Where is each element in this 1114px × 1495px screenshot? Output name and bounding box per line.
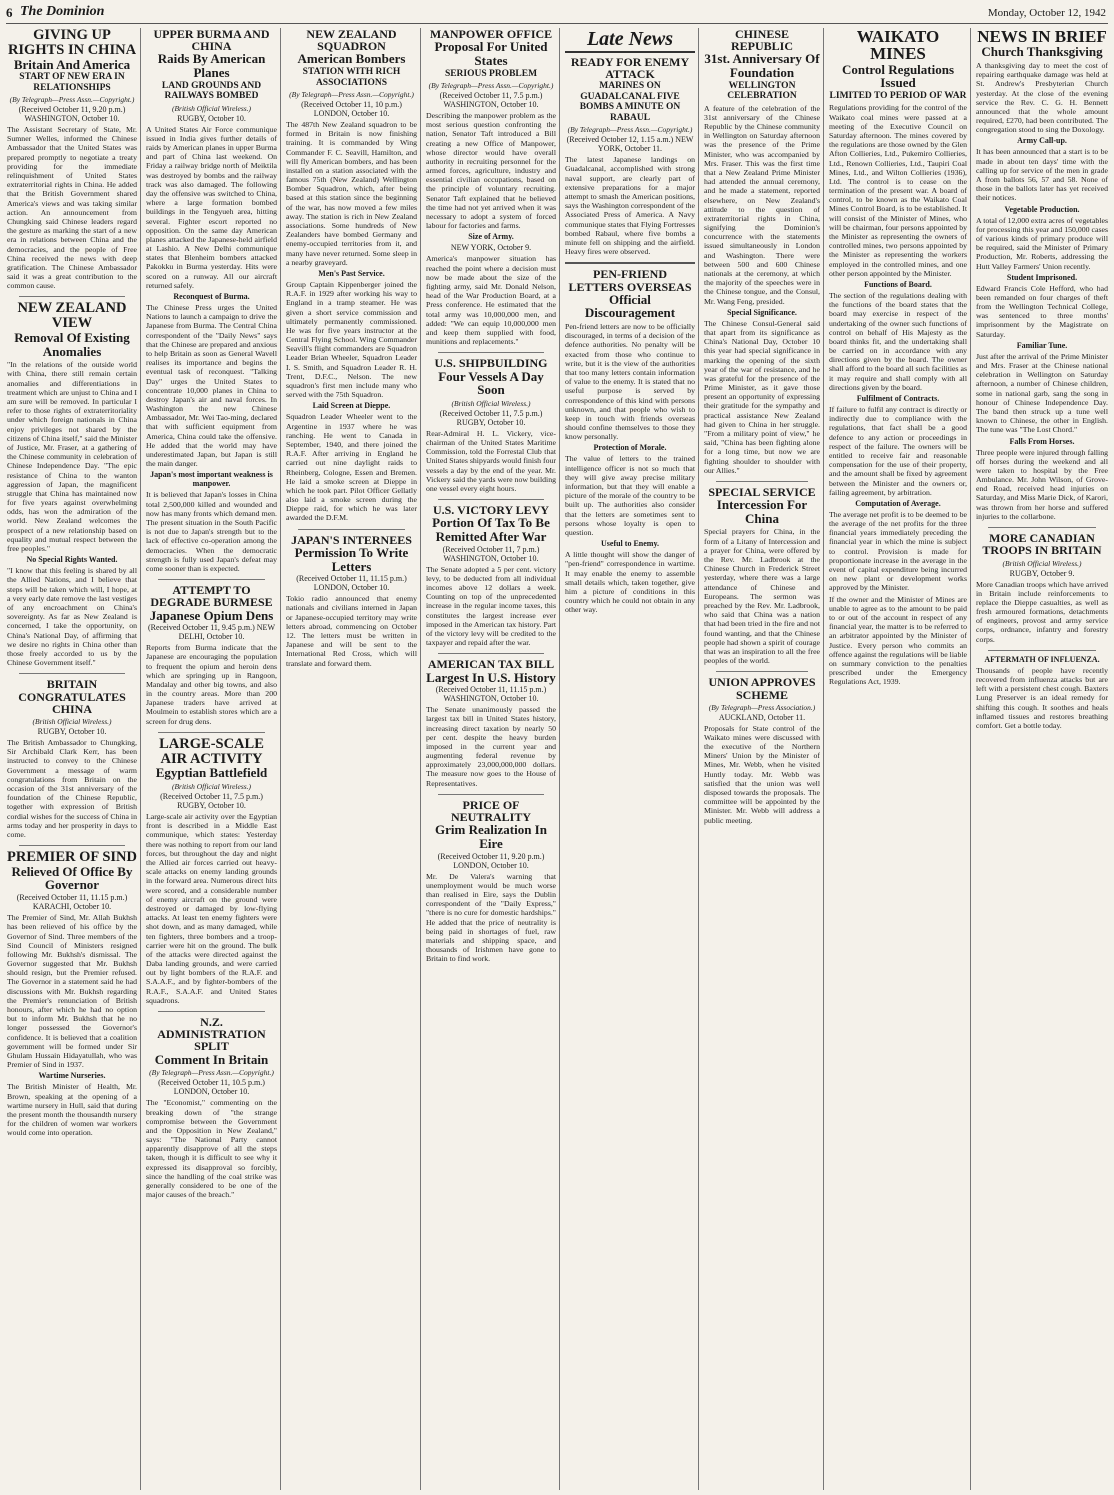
article-upper-burma [146,28,277,573]
subheadline: 31st. Anniversary Of Foundation [704,51,820,81]
article-body: The Chinese Press urges the United Nations to launch a campaign to drive the Japanese from Burma. The Central China correspondent of the "Daily News" says that the Chinese are prepared and anxious to help Britain as soon as General Wavell realises its importance and begins the eventual task of reconquest. "Talking Day" urges the United States to concentrate 10,000 planes in China to destroy Japan's air and naval forces. In Washington the new Chinese Ambassador, Mr. Wei Tao-ming, declared that with sufficient equipment from America, China could take the offensive. He added that the world may have underestimated Japan, but Japan is still the main danger. [146,303,277,469]
section-subhead: Computation of Average. [855,498,941,508]
brief-item: It has been announced that a start is to be made in about ten days' time with the calling up for service of the men in grade A from ballots 56, 57 and 58. None of those in the ballots later has yet received their notices. [976,147,1108,203]
headline: U.S. VICTORY LEVY [432,503,550,518]
headline: AMERICAN TAX BILL [427,657,555,672]
subheadline: Official Discouragement [584,291,676,321]
dateline: (Received October 11, 7.5 p.m.) WASHINGTON, October 10. [439,90,543,109]
article-pen-friend-letters [565,268,695,614]
headline: NEW ZEALAND VIEW [17,300,127,332]
section-subhead: Functions of Board. [864,279,932,289]
credit-line: (British Official Wireless.) [32,717,112,726]
subheadline: Japanese Opium Dens [149,607,274,623]
column-rule [970,28,971,1490]
headline: NEWS IN BRIEF [977,28,1107,46]
headline: PRICE OF NEUTRALITY [450,797,531,825]
subheadline: Permission To Write Letters [294,544,409,574]
article-body: The latest Japanese landings on Guadalcanal, accomplished with strong naval support, are clearly part of extensive preparations for a major attempt to smash the American positions, says the Washington correspondent of the Associated Press of America. A Navy communique states that Flying Fortresses bombed Rabaul, where five bombs a minute fell on shipping and the airfield. Heavy fires were observed. [565,155,695,257]
article-body: Tokio radio announced that enemy nationals and civilians interned in Japan or Japanese-occupied territory may write letters abroad, commencing on October 12. The letters must be written in Japanese and will be sent to the International Red Cross, which will translate and forward them. [286,594,417,668]
dateline: RUGBY, October 10. [177,113,246,123]
headline: U.S. SHIPBUILDING [434,356,548,371]
headline: GIVING UP RIGHTS IN CHINA [7,28,137,58]
section-subhead: Special Significance. [727,307,797,317]
headline: SPECIAL SERVICE [708,484,816,499]
brief-item: Edward Francis Cole Hefford, who had been remanded on four charges of theft from the Wellington Technical College, was sentenced to three months' imprisonment by the Magistrate on Saturday. [976,283,1108,339]
subheadline: Intercession For China [716,497,808,526]
article-body: Regulations providing for the control of the Waikato coal mines were passed at a meeting of the Executive Council on Saturday afternoon. The mines covered by the regulations are those owned by the Glen Afton Collieries, Ltd., Pukemiro Collieries, Ltd., Renown Collieries, Ltd., Taupiri Coal Mines, Ltd., and Wilton Collieries (1936), Ltd. The control is to cease on the termination of the present war. A board of control, to be known as the Waikato Coal Mines Control Board, is to be established. It will consist of the Minister of Mines, who will be chairman, four persons appointed by the Minister as representing the owners of controlled mines, two persons appointed by the Minister as representing the workers employed in the controlled mines, and one other person appointed by the Minister. [829,103,967,278]
article-body: A feature of the celebration of the 31st anniversary of the Chinese Republic by the Chinese community in Wellington on Saturday afternoon was the presence of the Prime Minister, who was accompanied by Mrs. Fraser. This was the first time that a New Zealand Prime Minister had attended the annual ceremony, and he made a statement, reported elsewhere, on New Zealand's attitude to the question of extraterritorial rights in China, signifying the Dominion's concurrence with the statements issued simultaneously in London and Washington. There were between 500 and 600 Chinese nationals at the ceremony, at which the majority of the speeches were in the Chinese tongue, and the Consul, Mr. Wang Feng, presided. [704,103,820,306]
brief-item: Three people were injured through falling off horses during the weekend and all were taken to hospital by the Free Ambulance. Mr. John Wilson, of Grove-end Road, received head injuries on Saturday, and Miss Marie Dick, of Karori, was thrown from her horse and suffered injuries to the collarbone. [976,447,1108,521]
article-canadian-troops [976,532,1108,644]
headline: WAIKATO MINES [856,28,940,64]
dateline: (Received October 11, 7 p.m.) WASHINGTON, October 10. [442,544,540,563]
section-subhead: Familiar Tune. [1016,340,1068,350]
article-body: Pen-friend letters are now to be officially discouraged, in terms of a decision of the defence authorities. No penalty will be exacted from those who continue to write, but it is the view of the authorities that too many letters contain information of value to the enemy. It is stated that no useful purpose is served by correspondence of this kind with persons unknown, and that people who wish to keep in touch with friends overseas should confine themselves to those they know personally. [565,322,695,442]
article-body: Special prayers for China, in the form of a Litany of Intercession and a prayer for China, were offered by the Rev. Mr. Ladbrook at the Chinese Church in Frederick Street yesterday, where there was a large attendance of Chinese and Europeans. The sermon was preached by the Rev. Mr. Ladbrook, who said that China was a nation that had been tried in the fire and not found wanting, and that the Chinese people had shown a spirit of courage that was an inspiration to all the free peoples of the world. [704,527,820,666]
headline: LARGE-SCALE AIR ACTIVITY [159,735,264,767]
subheadline: Proposal For United States [434,39,548,68]
deck: STATION WITH RICH ASSOCIATIONS [302,67,401,88]
subheadline: Britain And America [13,56,131,72]
section-subhead: Falls From Horses. [1009,436,1075,446]
dateline: (Received October 11, 11.15 p.m.) WASHINGTON, October 10. [435,685,547,704]
deck: LAND GROUNDS AND RAILWAYS BOMBED [161,80,262,102]
deck: LIMITED TO PERIOD OF WAR [829,90,967,101]
advertisement-influenza [976,655,1108,730]
article-britain-congratulates [7,678,137,839]
column-4 [423,28,559,1490]
article-body: Describing the manpower problem as the most serious question confronting the nation, Senator Taft introduced a Bill creating a new Office of Manpower, whose director would have overall authority in recruiting personnel for the armed forces, agriculture, industry and essential civilian occupations, based on the principle of voluntary recruiting. Senator Taft explained that he believed the time had not yet arrived when it was necessary to adopt a system of forced labour for factories and farms. [426,110,556,231]
subheadline: Relieved Of Office By Governor [11,863,133,893]
article-body: The "Economist," commenting on the breaking down of "the strange compromise between the Government and the Opposition in New Zealand," says: "The National Party cannot apparently disapprove of all the steps taken, though it is difficult to see why it expressed its disapproval so forcibly, since the handling of the coal strike was generally considered to be one of the major causes of the breach." [146,1098,277,1200]
subheadline: American Bombers [297,51,406,67]
article-new-zealand-view [7,301,137,667]
dateline: (Received October 11, 9.20 p.m.) LONDON, October 10. [437,851,545,870]
article-ready-for-enemy [565,56,695,256]
article-body: Squadron Leader Wheeler went to the Argentine in 1937 where he was ranching. He went to Canada in September, 1940, and there joined the R.A.F. After arriving in England he carried out nine daylight raids to Rheinberg, Cologne, Essen and Bremen. He laid a smoke screen at Dieppe in which he took part. Pilot Officer Gellatly also laid a smoke screen during the Dieppe raid, for which he was later awarded the D.F.M. [286,412,417,523]
column-5 [562,28,698,1490]
article-price-of-neutrality [426,799,556,964]
subheadline: Raids By American Planes [157,51,266,81]
masthead [6,4,1108,24]
subheadline: Church Thanksgiving [981,44,1103,60]
section-subhead: Reconquest of Burma. [173,292,250,301]
section-subhead: Army Call-up. [1017,136,1067,146]
article-body: The British Minister of Health, Mr. Brown, speaking at the opening of a wartime nursery in Hull, said that during the present month the thousandth nursery for the children of women war workers would come into operation. [7,1082,137,1138]
article-body: If the owner and the Minister of Mines are unable to agree as to the amount to be paid to or out of the account in respect of any financial year, the matter is to be referred to an arbitrator appointed by the Minister of Justice. Every person who commits an offence against the regulations will be liable on summary conviction to the penalties prescribed under the Emergency Regulations Act, 1939. [829,594,967,687]
article-body: The average net profit is to be deemed to be the average of the net profits for the three financial years immediately preceding the financial year in which the mine is subject to control. Provision is made for proportionate increase in the average in the event of capital expenditure being incurred on new plant or development works approved by the Minister. [829,509,967,593]
section-subhead: Japan's most important weakness is manpower. [150,470,273,489]
dateline: NEW YORK, October 9. [450,243,532,253]
article-body: Proposals for State control of the Waikato mines were discussed with the executive of the Northern Miners' Union by the Minister of Mines, Mr. Webb, when he visited Huntly today. Mr. Webb was satisfied that the union was well disposed towards the proposals. The committee will be appointed by the Minister. Mr. Webb will address a public meeting. [704,723,820,825]
subheadline: Grim Realization In Eire [435,822,547,851]
credit-line: (British Official Wireless.) [451,398,531,408]
column-8 [973,28,1111,1490]
article-body: Group Captain Kippenberger joined the R.A.F. in 1929 after working his way to England in a tramp steamer. He was given a short service commission and ultimately permanently commissioned. He was for five years instructor at the Central Flying School. Wing Commander Seavill's flight commanders are Squadron Leader Brian Wheeler, Squadron Leader I. S. Smith, and Squadron Leader R. H. Trent, D.F.C., Nelson. The new squadron's first men include many who served with the 75th Squadron. [286,279,417,400]
paper-name: The Dominion [20,4,105,19]
article-union-approves [704,676,820,825]
dateline: (Received October 11, 7.5 p.m.) RUGBY, October 10. [160,792,263,811]
issue-date: Monday, October 12, 1942 [987,7,1106,19]
section-subhead: Vegetable Production. [1004,204,1080,214]
news-in-brief [976,28,1108,521]
article-body: The Chinese Consul-General said that apart from its significance as China's National Day, October 10 this year had special significance in marking the opening of the sixth year of the war of resistance, and he was grateful for the presence of the Prime Minister, as it gave those present an opportunity of expressing their gratitude for the sympathy and practical assistance New Zealand had given to China in her struggle. "From a military point of view," he said, "China has been fighting alone for a long time, but now we are fighting shoulder to shoulder with our Allies." [704,318,820,475]
article-body: More Canadian troops which have arrived in Britain include reinforcements to replace the Dieppe casualties, as well as fresh armoured formations, detachments of engineers, provost and army service corps, ordnance, infantry and forestry corps. [976,579,1108,644]
subheadline: Egyptian Battlefield [155,765,268,781]
article-body: If failure to fulfil any contract is directly or indirectly due to compliance with the regulations, that fact shall be a good defence to any action or proceedings in respect of the failure. The owners will be entitled to receive fair and reasonable compensation for the use of their property, and the amount shall be fixed by agreement between the Minister and the owners or, failing agreement, by arbitration. [829,405,967,497]
dateline: (Received October 11, 10.5 p.m.) LONDON, October 10. [158,1078,265,1097]
article-body: Mr. De Valera's warning that unemployment would be much worse than realised in Eire, says the Dublin correspondent of the "Daily Express," "there is no cure for domestic hardships." He added that the price of neutrality is being paid in shortages of fuel, raw materials and shipping space, and thousands of Irishmen have gone to Britain to find work. [426,871,556,964]
deck: SERIOUS PROBLEM [444,68,538,79]
column-3 [283,28,420,1490]
article-body: Rear-Admiral H. L. Vickery, vice-chairman of the United States Maritime Commission, told the Forrestal Club that United States shipyards would finish four vessels a day by the end of the year. Mr. Vickery said the yards were now building one vessel every eight hours. [426,428,556,493]
column-7 [826,28,970,1490]
column-rule [559,28,560,1490]
headline: ATTEMPT TO DEGRADE BURMESE [150,583,273,610]
article-body: The Senate adopted a 5 per cent. victory levy, to be deducted from all individual incomes above 12 dollars a week. Counting on top of the unprecedented increase in the regular income taxes, this constitutes the largest increase ever imposed in the American tax history. Part of the victory levy will be credited to the taxpayer and repaid after the war. [426,564,556,648]
headline: PREMIER OF SIND [7,849,137,866]
column-rule [698,28,699,1490]
article-japans-internees [286,534,417,668]
headline: BRITAIN CONGRATULATES CHINA [18,677,126,716]
deck: WELLINGTON CELEBRATION [727,80,797,102]
article-special-service [704,486,820,665]
article-air-activity [146,737,277,1005]
subheadline: Portion Of Tax To Be Remitted After War [432,515,550,544]
subheadline: Control Regulations Issued [841,61,955,91]
article-chinese-republic [704,28,820,475]
credit-line: (By Telegraph—Press Assn.—Copyright.) [289,89,414,99]
column-rule [140,28,141,1490]
credit-line: (British Official Wireless.) [171,103,252,113]
column-rule [280,28,281,1490]
dateline: (Received October 11, 11.15 p.m.) LONDON, October 10. [296,574,407,593]
dateline: (Received October 11, 11.15 p.m.) KARACHI, October 10. [16,893,128,912]
headline: READY FOR ENEMY ATTACK [570,55,690,82]
column-rule [823,28,824,1490]
credit-line: (By Telegraph—Press Association.) [708,702,816,712]
column-1 [4,28,140,1490]
column-6 [701,28,823,1490]
brief-item: A total of 12,000 extra acres of vegetables for processing this year and 150,000 cases of various kinds of primary produce will be required, said the Minister of Primary Production, Mr. Roberts, addressing the Hutt Valley Farmers' Union recently. [976,215,1108,271]
headline: UNION APPROVES SCHEME [708,675,816,702]
article-body: The 487th New Zealand squadron to be formed in Britain is now finishing training. It is commanded by Wing Commander F. C. Seavill, Hamilton, and will fly American bombers, and has been installed on a station associated with the famous 75th (New Zealand) Wellington Bomber Squadron, which, after being based at this station since the beginning of the war, has now moved a few miles away. The station is rich in New Zealand associations. Some hundreds of New Zealanders have bombed Germany and enemy-occupied territories from it, and many have never returned. Some sleep in a nearby graveyard. [286,119,417,267]
credit-line: (By Telegraph—Press Assn.—Copyright.) [567,125,693,135]
subheadline: Largest In U.S. History [426,669,556,685]
headline: JAPAN'S INTERNEES [291,532,412,547]
section-subhead: Student Imprisoned. [1006,272,1078,282]
headline: MANPOWER OFFICE [429,28,553,41]
section-subhead: Fulfilment of Contracts. [856,394,940,403]
article-body: "I know that this feeling is shared by all the Allied Nations, and I believe that steps will be taken which will, I hope, at a very early date remove the last vestiges of any encroachment on China's sovereignty. As far as New Zealand is concerned, I take the opportunity, on China's National Day, of affirming that we desire no rights in China other than those freely accorded to us by the Chinese Government itself." [7,566,137,668]
article-body: The Assistant Secretary of State, Mr. Sumner Welles, informed the Chinese Ambassador that the United States was prepared promptly to negotiate a treaty providing for the immediate relinquishment of United States extraterritorial rights in China. He added that the British Government shared America's views and was taking similar action. An announcement from Chungking said Chinese leaders regard the gesture as marking the start of a new era in relations between China and the democracies, and the people of Free China received the news with deep gratification. The Chinese Ambassador said it was a great contribution to the common cause. [7,125,137,291]
article-giving-up-rights [7,28,137,290]
dateline: (Received October 12, 1.15 a.m.) NEW YORK, October 11. [566,135,694,154]
article-body: A little thought will show the danger of "pen-friend" correspondence in wartime. It may enable the enemy to assemble small details which, taken together, give him a picture of conditions in this country which he could not obtain in any other way. [565,550,695,615]
subheadline: Four Vessels A Day Soon [438,368,544,398]
article-premier-of-sind [7,850,137,1137]
credit-line: (British Official Wireless.) [1002,558,1082,568]
page-number: 6 [6,5,13,20]
brief-item: Just after the arrival of the Prime Minister and Mrs. Fraser at the Chinese national celebration in Wellington on Saturday afternoon, a number of Chinese children, some in national garb, sang the song in honour of Chinese Independence Day. The band then struck up a tune well known to Chinese, the other in English. The tune was "The Lost Chord." [976,351,1108,435]
section-subhead: Men's Past Service. [318,268,385,278]
column-2 [143,28,280,1490]
article-manpower-office [426,28,556,346]
article-body: It is believed that Japan's losses in China total 2,500,000 killed and wounded and now has many fronts which demand men. The present situation in the South Pacific is not due to Japan's strength but to the lack of effective co-operation among the democracies. When the democratic strength is fully used Japan's defeat may come sooner than is expected. [146,490,277,573]
article-body: Large-scale air activity over the Egyptian front is described in a Middle East communique, which states: Yesterday there was nothing to report from our land forces, but throughout the day and night the Allied air forces carried out heavy-scale attacks on enemy landing grounds in the forward area. Numerous direct hits were scored, and a considerable number of enemy aircraft on the ground were destroyed or damaged by low-flying attacks. At least ten enemy fighters were shot down, and as many damaged, while ten fighters, three bombers and a troop-carrier were hit on the ground. The bulk of the attacks were directed against the Daba landing grounds, and were carried out by light bombers of the R.A.F. and S.A.A.F., and by fighter-bombers of the R.A.F., S.A.A.F. and United States squadrons. [146,812,277,1005]
section-subhead: No Special Rights Wanted. [26,555,118,565]
section-subhead: Protection of Morale. [593,443,667,453]
column-rule [420,28,421,1490]
headline: NEW ZEALAND SQUADRON [306,28,397,54]
article-body: A United States Air Force communique issued in India gives further details of raids by American planes in upper Burma and part of China last weekend. On Friday a railway bridge north of Meiktila was destroyed by bombs and the railway track was also damaged. The following day the offensive was switched to China, where a large formation bombed buildings in the Tengyueh area, hitting several. Fighter escort reported no opposition. On the same day American planes attacked the Japanese-held airfield at Lashio. A New Delhi communique states that Blenheim bombers attacked Pakokku in Burma yesterday. Hits were scored on a runway. All our aircraft returned safely. [146,124,277,290]
section-subhead: Wartime Nurseries. [38,1071,106,1081]
article-body: The British Ambassador to Chungking, Sir Archibald Clark Kerr, has been instructed to convey to the Chinese Government a message of warm congratulations from Britain on the occasion of the 31st anniversary of the foundation of the Chinese Republic, together with expression of British cordial wishes for the success of China in arms today and her prosperity in days to come. [7,738,137,839]
article-us-shipbuilding [426,357,556,493]
headline: UPPER BURMA AND CHINA [153,28,270,54]
article-victory-levy [426,504,556,647]
credit-line: (By Telegraph—Press Assn.—Copyright.) [428,80,554,90]
article-degrade-burmese [146,584,277,726]
article-waikato-mines [829,28,967,686]
subheadline: Comment In Britain [154,1051,269,1067]
article-nz-administration [146,1016,277,1199]
section-subhead: Size of Army. [468,232,514,242]
dateline: AUCKLAND, October 11. [718,712,806,722]
late-news-label: Late News [565,28,695,53]
headline: N.Z. ADMINISTRATION SPLIT [157,1015,266,1054]
dateline: (Received October 11, 10 p.m.) LONDON, October 10. [301,99,402,118]
credit-line: (By Telegraph—Press Assn.—Copyright.) [9,95,135,105]
article-body: "In the relations of the outside world with China, there still remain certain anomalies and differentiations in treatment which are unjust to China and I am sure will be removed. In particular I refer to those rights of extraterritoriality under which foreign nationals in China enjoy privileges not shared by the citizens of China itself," said the Minister of Justice, Mr. Fraser, at a gathering of the Chinese community in celebration of Chinese Independence Day. "The epic resistance of China to the wanton aggression of Japan, the magnificent struggle that China has maintained now for five years against overwhelming odds, has won the admiration of the world. New Zealand welcomes the prospect of a new relationship based on equality and mutual respect between the free peoples." [7,360,137,554]
dateline: (Received October 11, 9.20 p.m.) WASHINGTON, October 10. [18,105,126,124]
subheadline: Removal Of Existing Anomalies [14,330,130,359]
article-american-tax-bill [426,658,556,788]
dateline: (Received October 11, 9.45 p.m.) NEW DELHI, October 10. [148,623,275,642]
section-subhead: Useful to Enemy. [601,539,659,549]
deck: MARINES ON GUADALCANAL FIVE BOMBS A MINUTE ON RABAUL [579,81,681,123]
article-body: The Senate unanimously passed the largest tax bill in United States history, increasing direct taxation by nearly 50 per cent. despite the heavy burden imposed in the current year and augmenting federal revenue by approximately 23,000,000,000 dollars. The measure now goes to the House of Representatives. [426,705,556,788]
dateline: (Received October 11, 7.5 p.m.) RUGBY, October 10. [439,408,543,427]
article-body: America's manpower situation has reached the point where a decision must now be made about the size of the fighting army, said Mr. Donald Nelson, head of the War Production Board, at a Press conference. He estimated that the total army was 10,000,000 men, and added: "We can equip 10,000,000 men and keep them supplied with food, munitions and replacements." [426,254,556,347]
article-body: Thousands of people have recently recovered from influenza attacks but are left with a persistent chest cough. Baxters Lung Preserver is an ideal remedy for shifting this cough. It soothes and heals inflamed tissues and restores breathing comfort. Get a bottle today. [976,665,1108,730]
headline: MORE CANADIAN TROOPS IN BRITAIN [982,531,1102,558]
headline: CHINESE REPUBLIC [730,28,793,54]
dateline: RUGBY, October 9. [1009,568,1075,578]
dateline: RUGBY, October 10. [37,727,107,736]
article-nz-squadron [286,28,417,523]
article-body: The value of letters to the trained intelligence officer is not so much that they will give away precise military information, but that they will enable a picture of the morale of the country to be built up. The authorities also consider that the letters are sometimes sent to persons whose loyalty is open to question. [565,454,695,537]
section-subhead: AFTERMATH OF INFLUENZA. [984,654,1100,664]
deck: START OF NEW ERA IN RELATIONSHIPS [19,72,125,93]
credit-line: (British Official Wireless.) [171,782,252,792]
article-body: Reports from Burma indicate that the Japanese are encouraging the population to frequent the opium and heroin dens which are springing up in Rangoon, Mandalay and other big towns, and also in the country areas. More than 200 Japanese traders have arrived at Moulmein to establish stores which are a screen for drug dens. [146,643,277,726]
article-body: The Premier of Sind, Mr. Allah Bukhsh has been relieved of his office by the Governor of Sind. Three members of the Sind Council of Ministers resigned following Mr. Bukhsh's dismissal. The Governor suggested that Mr. Bukhsh should resign, but the Premier refused. The Governor in a statement said he had discussions with Mr. Bukhsh regarding the Premier's renunciation of British honours, after which he had no option but to inform Mr. Bukhsh that he no longer possessed the Governor's confidence. It is believed that a coalition government will be formed under Sir Ghulam Hussain Hidayatullah, who was Premier of Sind in 1937. [7,913,137,1070]
article-body: The section of the regulations dealing with the functions of the board states that the board may exercise in respect of the undertaking of the owner such functions of control on behalf of His Majesty as the board thinks fit, and the undertaking shall be carried on in accordance with any directions given by the board. The owner shall afford to the board all such facilities as it may require and shall comply with all directions given by the board. [829,290,967,392]
credit-line: (By Telegraph—Press Assn.—Copyright.) [149,1068,274,1078]
section-subhead: Laid Screen at Dieppe. [312,401,391,411]
brief-item: A thanksgiving day to meet the cost of repairing earthquake damage was held at St. Andrew's Presbyterian Church yesterday. At the close of the evening service the Rev. C. G. H. Bennett announced that the whole amount required, £270, had been contributed. The congregation stood to sing the Doxology. [976,60,1108,135]
headline: PEN-FRIEND LETTERS OVERSEAS [568,267,692,294]
